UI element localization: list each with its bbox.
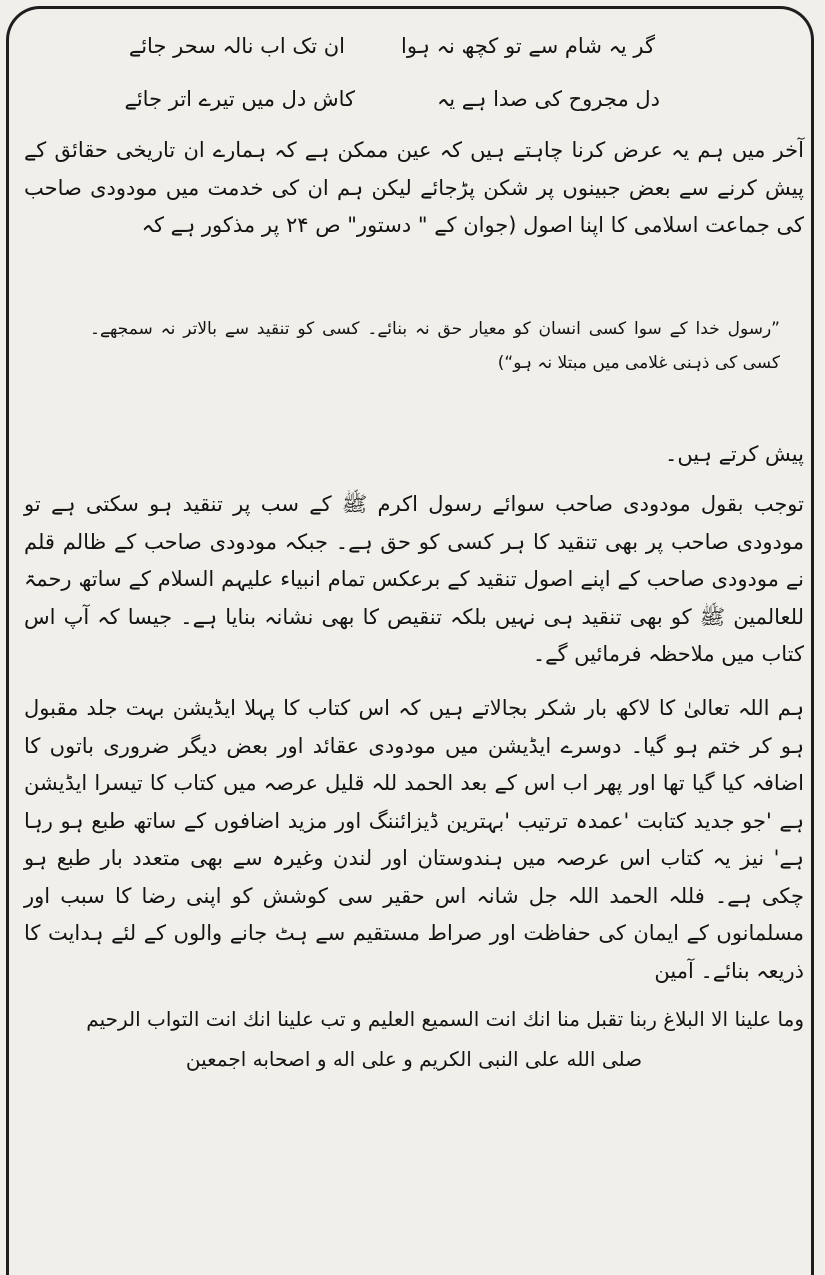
quote-paragraph: ”رسول خدا کے سوا کسی انسان کو معیار حق نہ بنائے۔ کسی کو تنقید سے بالاتر نہ سمجھے۔ کسی کی ذہنی غلامی میں مبتلا نہ ہو“) — [90, 319, 780, 373]
poem-line1-left: ان تک اب نالہ سحر جائے — [128, 34, 345, 58]
dua-line: وما علینا الا البلاغ ربنا تقبل منا انك انت السميع العليم و تب علينا انك انت التواب الرحيم — [86, 1007, 804, 1031]
criticism-paragraph: توجب بقول مودودی صاحب سوائے رسول اکرم ﷺ کے سب پر تنقید ہو سکتی ہے تو مودودی صاحب پر بھی تنقید کا ہر کسی کو حق ہے۔ جبکہ مودودی صاحب کے ظالم قلم نے مودودی صاحب کے اپنے اصول تنقید کے برعکس تمام انبیاء علیہم السلام کے ساتھ رحمۃ للعالمین ﷺ کو بھی تنقید ہی نہیں بلکہ تنقیص کا بھی نشانہ بنایا ہے۔ جیسا کہ آپ اس کتاب میں ملاحظہ فرمائیں گے۔ — [24, 492, 804, 666]
salutation-line: صلى الله على النبى الكريم و على اله و اصحابه اجمعين — [185, 1047, 643, 1071]
poem-line2-left: کاش دل میں تیرے اتر جائے — [124, 87, 355, 111]
intro-paragraph: آخر میں ہم یہ عرض کرنا چاہتے ہیں کہ عین ممکن ہے کہ ہمارے ان تاریخی حقائق کے پیش کرنے سے بعض جبینوں پر شکن پڑجائے لیکن ہم ان کی خدمت میں مودودی صاحب کی جماعت اسلامی کا اپنا اصول (جوان کے " دستور" ص ۲۴ پر مذکور ہے کہ — [24, 138, 804, 237]
poem-line1-right: گر یہ شام سے تو کچھ نہ ہوا — [400, 34, 655, 58]
poem-line2-right: دل مجروح کی صدا ہے یہ — [436, 87, 660, 111]
present-line: پیش کرتے ہیں۔ — [665, 442, 804, 466]
gratitude-paragraph: ہم اللہ تعالیٰ کا لاکھ بار شکر بجالاتے ہیں کہ اس کتاب کا پہلا ایڈیشن بہت جلد مقبول ہو کر ختم ہو گیا۔ دوسرے ایڈیشن میں مودودی عقائد اور بعض دیگر ضروری باتوں کا اضافہ کیا گیا تھا اور پھر اب اس کے بعد الحمد للہ قلیل عرصہ میں کتاب کا تیسرا ایڈیشن ہے 'جو جدید کتابت 'عمدہ ترتیب 'بہترین ڈیزائننگ اور مزید اضافوں کے ساتھ طبع ہو رہا ہے' نیز یہ کتاب اس عرصہ میں ہندوستان اور لندن وغیرہ سے بھی متعدد بار طبع ہو چکی ہے۔ فللہ الحمد اللہ جل شانہ اس حقیر سی کوشش کو اپنی رضا کا سبب اور مسلمانوں کے ایمان کی حفاظت اور صراط مستقیم سے ہٹ جانے والوں کے لئے ہدایت کا ذریعہ بنائے۔ آمین — [24, 696, 804, 983]
